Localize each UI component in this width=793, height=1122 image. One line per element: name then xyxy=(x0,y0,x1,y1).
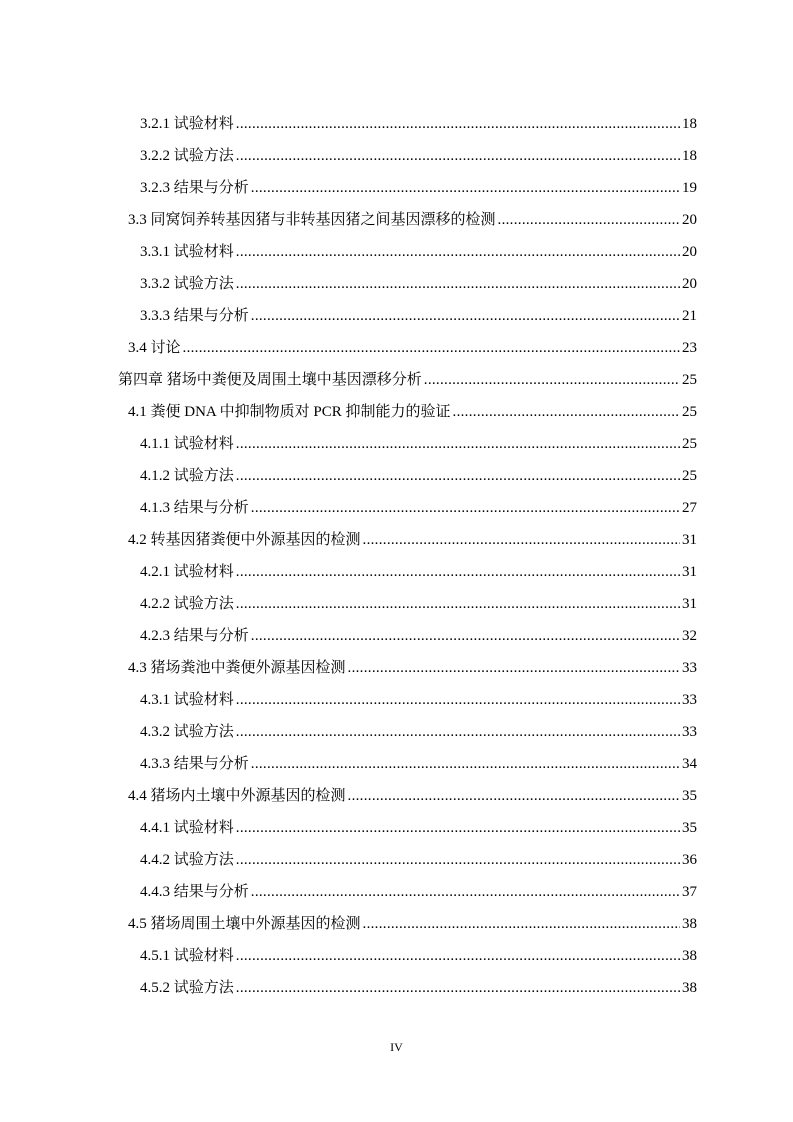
toc-entry-label: 4.1.1 试验材料 xyxy=(140,436,234,452)
toc-entry-label: 3.3.2 试验方法 xyxy=(140,276,234,292)
toc-entry[interactable] xyxy=(128,912,697,936)
toc-entry-page: 21 xyxy=(682,308,697,324)
toc-entry-page: 27 xyxy=(682,500,697,516)
toc-entry-label: 4.1.3 结果与分析 xyxy=(140,500,249,516)
toc-entry-page: 20 xyxy=(682,276,697,292)
toc-entry[interactable] xyxy=(140,272,697,296)
toc-entry-label: 4.4.2 试验方法 xyxy=(140,852,234,868)
toc-entry-label: 第四章 猪场中粪便及周围土壤中基因漂移分析 xyxy=(118,372,422,388)
toc-dot-leader xyxy=(236,564,680,581)
toc-dot-leader xyxy=(236,148,680,165)
toc-entry-label: 4.1 粪便 DNA 中抑制物质对 PCR 抑制能力的验证 xyxy=(128,404,451,420)
toc-entry-page: 19 xyxy=(682,180,697,196)
toc-entry-label: 4.4 猪场内土壤中外源基因的检测 xyxy=(128,788,346,804)
toc-entry-page: 38 xyxy=(682,980,697,996)
toc-dot-leader xyxy=(236,596,680,613)
toc-entry-label: 4.2 转基因猪粪便中外源基因的检测 xyxy=(128,532,361,548)
toc-dot-leader xyxy=(348,788,680,805)
toc-entry-page: 38 xyxy=(682,916,697,932)
toc-entry-label: 3.2.3 结果与分析 xyxy=(140,180,249,196)
toc-entry-page: 25 xyxy=(682,468,697,484)
page-number-footer: IV xyxy=(390,1040,403,1054)
toc-entry[interactable] xyxy=(140,464,697,488)
toc-entry-page: 37 xyxy=(682,884,697,900)
toc-entry[interactable] xyxy=(140,880,697,904)
toc-entry-label: 3.3.1 试验材料 xyxy=(140,244,234,260)
toc-dot-leader xyxy=(236,948,680,965)
toc-entry[interactable] xyxy=(128,400,697,424)
toc-entry[interactable] xyxy=(140,944,697,968)
toc-dot-leader xyxy=(424,372,680,389)
toc-entry-label: 4.5 猪场周围土壤中外源基因的检测 xyxy=(128,916,361,932)
toc-entry-page: 25 xyxy=(682,404,697,420)
toc-dot-leader xyxy=(236,468,680,485)
toc-entry-label: 4.3.1 试验材料 xyxy=(140,692,234,708)
toc-entry[interactable] xyxy=(140,848,697,872)
toc-entry-label: 4.2.1 试验材料 xyxy=(140,564,234,580)
toc-entry-page: 18 xyxy=(682,148,697,164)
toc-entry[interactable] xyxy=(140,432,697,456)
toc-entry-page: 20 xyxy=(682,244,697,260)
toc-entry-page: 18 xyxy=(682,116,697,132)
toc-entry[interactable] xyxy=(140,688,697,712)
toc-entry[interactable] xyxy=(140,624,697,648)
toc-entry-label: 4.3.2 试验方法 xyxy=(140,724,234,740)
toc-entry-page: 23 xyxy=(682,340,697,356)
toc-entry[interactable] xyxy=(140,976,697,1000)
toc-entry-page: 31 xyxy=(682,596,697,612)
toc-dot-leader xyxy=(236,244,680,261)
toc-entry[interactable] xyxy=(140,144,697,168)
toc-entry[interactable] xyxy=(140,240,697,264)
toc-entry-page: 33 xyxy=(682,692,697,708)
toc-entry-label: 3.3.3 结果与分析 xyxy=(140,308,249,324)
toc-entry-label: 4.2.2 试验方法 xyxy=(140,596,234,612)
toc-entry-label: 4.4.1 试验材料 xyxy=(140,820,234,836)
toc-entry-page: 25 xyxy=(682,372,697,388)
toc-dot-leader xyxy=(236,724,680,741)
toc-entry[interactable] xyxy=(140,304,697,328)
toc-entry[interactable] xyxy=(128,528,697,552)
toc-entry[interactable] xyxy=(140,176,697,200)
toc-dot-leader xyxy=(498,212,680,229)
toc-dot-leader xyxy=(348,660,680,677)
toc-entry[interactable] xyxy=(128,784,697,808)
toc-dot-leader xyxy=(363,916,680,933)
toc-dot-leader xyxy=(183,340,680,357)
toc-dot-leader xyxy=(236,980,680,997)
toc-dot-leader xyxy=(251,500,680,517)
toc-dot-leader xyxy=(236,692,680,709)
toc-entry-label: 4.5.1 试验材料 xyxy=(140,948,234,964)
toc-dot-leader xyxy=(363,532,680,549)
toc-entry[interactable] xyxy=(128,336,697,360)
toc-entry-label: 4.3 猪场粪池中粪便外源基因检测 xyxy=(128,660,346,676)
toc-dot-leader xyxy=(236,116,680,133)
toc-entry[interactable] xyxy=(128,656,697,680)
toc-entry-page: 33 xyxy=(682,724,697,740)
toc-entry[interactable] xyxy=(118,368,697,392)
toc-entry[interactable] xyxy=(140,816,697,840)
toc-dot-leader xyxy=(453,404,680,421)
toc-entry-label: 3.4 讨论 xyxy=(128,340,181,356)
toc-entry-label: 4.3.3 结果与分析 xyxy=(140,756,249,772)
toc-entry-page: 38 xyxy=(682,948,697,964)
toc-entry-label: 4.4.3 结果与分析 xyxy=(140,884,249,900)
toc-entry-label: 3.3 同窝饲养转基因猪与非转基因猪之间基因漂移的检测 xyxy=(128,212,496,228)
toc-entry-page: 31 xyxy=(682,532,697,548)
toc-dot-leader xyxy=(236,276,680,293)
toc-entry-label: 3.2.1 试验材料 xyxy=(140,116,234,132)
toc-entry-page: 20 xyxy=(682,212,697,228)
toc-dot-leader xyxy=(251,756,680,773)
toc-entry-page: 36 xyxy=(682,852,697,868)
toc-entry-label: 4.2.3 结果与分析 xyxy=(140,628,249,644)
toc-entry-label: 3.2.2 试验方法 xyxy=(140,148,234,164)
toc-dot-leader xyxy=(251,628,680,645)
toc-entry[interactable] xyxy=(140,560,697,584)
toc-dot-leader xyxy=(236,436,680,453)
toc-entry-page: 31 xyxy=(682,564,697,580)
toc-entry-label: 4.1.2 试验方法 xyxy=(140,468,234,484)
toc-entry-page: 35 xyxy=(682,820,697,836)
toc-dot-leader xyxy=(236,820,680,837)
toc-entry[interactable] xyxy=(140,720,697,744)
toc-entry[interactable] xyxy=(140,496,697,520)
toc-entry-page: 34 xyxy=(682,756,697,772)
toc-entry-page: 35 xyxy=(682,788,697,804)
toc-entry[interactable] xyxy=(140,592,697,616)
toc-entry[interactable] xyxy=(140,112,697,136)
toc-dot-leader xyxy=(251,180,680,197)
toc-entry[interactable] xyxy=(140,752,697,776)
toc-dot-leader xyxy=(251,884,680,901)
toc-entry[interactable] xyxy=(128,208,697,232)
toc-entry-page: 33 xyxy=(682,660,697,676)
toc-entry-page: 32 xyxy=(682,628,697,644)
toc-dot-leader xyxy=(251,308,680,325)
toc-dot-leader xyxy=(236,852,680,869)
toc-entry-page: 25 xyxy=(682,436,697,452)
toc-entry-label: 4.5.2 试验方法 xyxy=(140,980,234,996)
